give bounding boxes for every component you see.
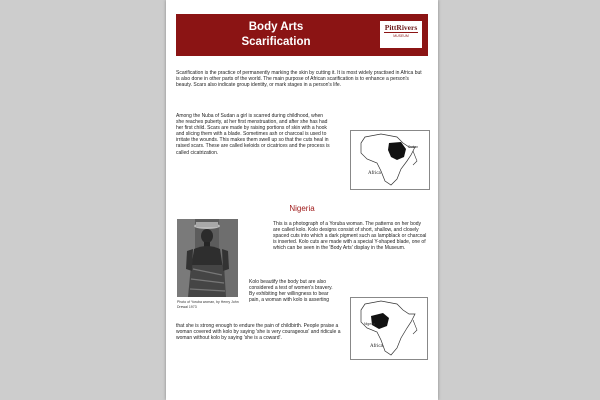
logo-rule [384,32,418,33]
title-banner [176,14,428,56]
viewer-background-right [438,0,600,400]
page-subtitle: Scarification [241,36,311,48]
document-page[interactable] [166,0,438,400]
nigeria-label: Nigeria [364,322,376,326]
logo-subtitle: MUSEUM [393,34,409,38]
kolo-paragraph-end: that she is strong enough to endure the pain of childbirth. People praise a woman covered with kolo by saying 'she is very courageous' and ridicule a woman without kolo by saying 'she is a coward'. [176,323,341,342]
kolo-paragraph-start: Kolo beautify the body but are also considered a test of women's bravery. By exhibiting her willingness to bear pain, a woman with kolo is asserting [249,279,333,304]
photo-caption: Photo of Yoruba woman, by Henry John Drewal 1973 [177,300,239,309]
intro-paragraph: Scarification is the practice of permanently marking the skin by cutting it. It is most widely practised in Africa but is also done in other parts of the world. The main purpose of African scarification is to enhance a person's beauty. Scars also indicate group identity, or mark stages in a person's life. [176,70,422,89]
africa-outline-icon [351,298,427,359]
logo-name: PittRivers [384,23,418,32]
sudan-map [350,130,430,190]
viewer-background-left [0,0,166,400]
nuba-paragraph: Among the Nuba of Sudan a girl is scarred during childhood, when she reaches puberty, at her first menstruation, and after she has had her first child. Scars are made by raising portions of skin with a hook and slicing them with a blade. Sometimes ash or charcoal is used to irritate the wounds. This makes them swell up so that the cuts heal in raised scars. These are called keloids or cicatrices and the process is called cicatrization. [176,113,330,156]
nigeria-map [350,297,428,360]
nigeria-heading: Nigeria [289,204,315,213]
sudan-label: Sudan [408,145,419,149]
page-title: Body Arts [248,21,304,33]
yoruba-woman-photo [177,219,238,297]
africa-label: Africa [368,171,381,176]
yoruba-paragraph: This is a photograph of a Yoruba woman. The patterns on her body are called kolo. Kolo designs consist of short, shallow, and closely spaced cuts into which a dark pigment such as lampblack or charcoal is inserted. Kolo cuts are made with a special Y-shaped blade, one of which can be seen in the 'Body Arts' display in the Museum. [273,221,427,252]
museum-logo [380,21,422,48]
photo-image [177,219,238,297]
africa-outline-icon [351,131,429,189]
africa-label: Africa [370,344,383,349]
